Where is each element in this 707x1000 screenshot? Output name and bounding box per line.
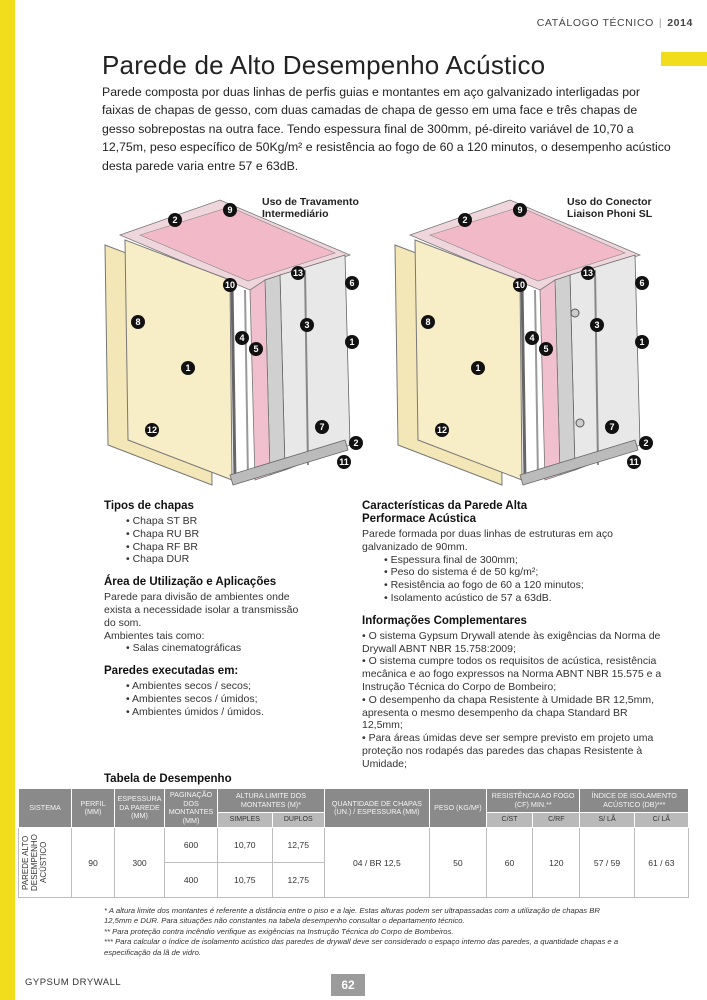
svg-text:8: 8	[425, 317, 431, 327]
th-perfil: PERFIL (MM)	[72, 789, 115, 828]
cell-sistema: PAREDE ALTO DESEMPENHO ACÚSTICO	[19, 828, 72, 898]
list-item: • O sistema Gypsum Drywall atende às exigências da Norma de Drywall ABNT NBR 15.758:2009;	[362, 630, 667, 656]
list-item: • Resistência ao fogo de 60 a 120 minutos;	[384, 579, 667, 592]
list-item: • Chapa RF BR	[126, 541, 309, 554]
callout-5: 5	[253, 344, 259, 354]
svg-text:7: 7	[609, 422, 615, 432]
callout-10: 10	[224, 280, 236, 290]
cell-peso: 50	[429, 828, 486, 898]
list-item: • Ambientes secos / secos;	[126, 680, 309, 693]
note-3: *** Para calcular o índice de isolamento acústico das paredes de drywall deve ser considerado o espaço interno das paredes, a quantidade chapas e a especificação da lã de vidro.	[104, 937, 619, 957]
area-heading: Área de Utilização e Aplicações	[104, 576, 277, 589]
callout-13: 13	[292, 268, 304, 278]
list-item: • Chapa ST BR	[126, 515, 309, 528]
th-peso: PESO (KG/M²)	[429, 789, 486, 828]
list-item: • Chapa RU BR	[126, 528, 309, 541]
th-cla: C/ LÃ	[634, 813, 688, 828]
catalog-year: 2014	[667, 17, 693, 29]
list-item: • Salas cinematográficas	[126, 642, 309, 655]
callout-7: 7	[319, 422, 325, 432]
cell-cst: 60	[486, 828, 532, 898]
list-item: • Espessura final de 300mm;	[384, 554, 667, 567]
cell-quantidade: 04 / BR 12,5	[324, 828, 429, 898]
callout-2: 2	[172, 215, 178, 225]
paredes-heading: Paredes executadas em:	[104, 665, 239, 678]
diagram-title-bracing: Uso de Travamento Intermediário	[262, 196, 359, 220]
header-separator: |	[658, 17, 663, 29]
tipos-list	[104, 515, 309, 566]
cell-sla: 57 / 59	[580, 828, 634, 898]
svg-text:9: 9	[517, 205, 523, 215]
cell-cla: 61 / 63	[634, 828, 688, 898]
cell-crf: 120	[533, 828, 580, 898]
th-simples: SIMPLES	[218, 813, 273, 828]
callout-3: 3	[304, 320, 310, 330]
right-column	[362, 500, 667, 771]
th-duplos: DUPLOS	[272, 813, 324, 828]
area-list	[104, 642, 309, 655]
left-accent-bar	[0, 0, 15, 1000]
caracteristicas-heading: Características da Parede Alta Performace Acústica	[362, 500, 528, 525]
list-item: • Ambientes úmidos / úmidos.	[126, 706, 309, 719]
performance-table	[18, 788, 689, 898]
svg-text:4: 4	[529, 333, 535, 343]
svg-text:1: 1	[475, 363, 481, 373]
area-text-2: Ambientes tais como:	[104, 629, 205, 642]
diagram-title-connector: Uso do Conector Liaison Phoni SL	[567, 196, 653, 220]
list-item: • Isolamento acústico de 57 a 63dB.	[384, 592, 667, 605]
th-altura: ALTURA LIMITE DOS MONTANTES (M)*	[218, 789, 325, 813]
svg-text:12: 12	[436, 425, 448, 435]
callout-1: 1	[185, 363, 191, 373]
wall-diagram-connector	[390, 195, 662, 495]
svg-text:10: 10	[514, 280, 526, 290]
cell-espessura: 300	[115, 828, 165, 898]
info-list	[362, 630, 667, 771]
list-item: • Ambientes secos / úmidos;	[126, 693, 309, 706]
th-paginacao: PAGINAÇÃO DOS MONTANTES (MM)	[165, 789, 218, 828]
page-title: Parede de Alto Desempenho Acústico	[102, 50, 546, 80]
left-column	[104, 500, 309, 719]
note-1: * A altura limite dos montantes é referente a distância entre o piso e a laje. Estas alturas podem ser ultrapassadas com a utilização de chapas BR 12,5mm e DUR. Para situações não constantes na tabela desempenho consultar o departamento técnico.	[104, 906, 600, 926]
svg-text:6: 6	[639, 278, 645, 288]
callout-4: 4	[239, 333, 245, 343]
svg-text:11: 11	[629, 457, 639, 467]
table-title: Tabela de Desempenho	[104, 773, 232, 785]
note-2: ** Para proteção contra incêndio verifique as exigências na Instrução Técnica do Corpo de Bombeiros.	[104, 926, 454, 936]
svg-text:13: 13	[582, 268, 594, 278]
caracteristicas-text: Parede formada por duas linhas de estruturas em aço galvanizado de 90mm.	[362, 528, 613, 553]
list-item: • Chapa DUR	[126, 553, 309, 566]
cell-perfil: 90	[72, 828, 115, 898]
intro-paragraph: Parede composta por duas linhas de perfis guias e montantes em aço galvanizado interligadas por faixas de chapas de gesso, com duas camadas de chapa de gesso em uma face e três chapas de gesso sobrepostas na outra face. Tendo espessura final de 300mm, pé-direito variável de 10,70 a 12,75m, peso específico de 50Kg/m² e resistência ao fogo de 60 a 120 minutos, o desempenho acústico desta parede varia entre 57 e 63dB.	[102, 85, 671, 173]
callout-8: 8	[135, 317, 141, 327]
svg-text:2: 2	[462, 215, 468, 225]
svg-text:2: 2	[643, 438, 649, 448]
list-item: • O sistema cumpre todos os requisitos de acústica, resistência mecânica e ao fogo expressos na Norma ABNT NBR 15.575 e a Instrução Técnica do Corpo de Bombeiro;	[362, 655, 667, 693]
th-sistema: SISTEMA	[19, 789, 72, 828]
svg-text:1: 1	[639, 337, 645, 347]
callout-2b: 2	[353, 438, 359, 448]
area-text: Parede para divisão de ambientes onde exista a necessidade isolar a transmissão do som.	[104, 591, 299, 629]
cell-paginacao: 400	[165, 863, 218, 898]
svg-text:3: 3	[594, 320, 600, 330]
callout-12: 12	[146, 425, 158, 435]
th-sla: S/ LÃ	[580, 813, 634, 828]
caracteristicas-list	[362, 554, 667, 605]
paredes-list	[104, 680, 309, 718]
cell-duplos: 12,75	[272, 828, 324, 863]
svg-text:5: 5	[543, 344, 549, 354]
wall-diagram-bracing	[100, 195, 370, 495]
info-heading: Informações Complementares	[362, 614, 527, 627]
callout-11: 11	[339, 457, 349, 467]
th-quantidade: QUANTIDADE DE CHAPAS (UN.) / ESPESSURA (MM)	[324, 789, 429, 828]
wall-section-illustration	[100, 195, 370, 490]
tipos-heading: Tipos de chapas	[104, 500, 194, 512]
table-notes	[104, 906, 624, 958]
list-item: • O desempenho da chapa Resistente à Umidade BR 12,5mm, apresenta o mesmo desempenho da chapa Standard BR 12,5mm;	[362, 694, 667, 732]
cell-simples: 10,75	[218, 863, 273, 898]
page-header	[537, 17, 693, 29]
table-row	[19, 828, 689, 863]
th-resistencia: RESISTÊNCIA AO FOGO (CF) MIN.**	[486, 789, 580, 813]
th-indice: ÍNDICE DE ISOLAMENTO ACÚSTICO (DB)***	[580, 789, 689, 813]
callout-1b: 1	[349, 337, 355, 347]
cell-simples: 10,70	[218, 828, 273, 863]
callout-6: 6	[349, 278, 355, 288]
cell-paginacao: 600	[165, 828, 218, 863]
th-crf: C/RF	[533, 813, 580, 828]
th-espessura: ESPESSURA DA PAREDE (MM)	[115, 789, 165, 828]
cell-duplos: 12,75	[272, 863, 324, 898]
list-item: • Peso do sistema é de 50 kg/m²;	[384, 566, 667, 579]
list-item: • Para áreas úmidas deve ser sempre previsto em projeto uma proteção nos rodapés das paredes das chapas Resistente à Umidade;	[362, 732, 667, 770]
wall-section-illustration-2	[390, 195, 662, 490]
footer-brand: GYPSUM DRYWALL	[25, 977, 122, 988]
th-cst: C/ST	[486, 813, 532, 828]
catalog-label: CATÁLOGO TÉCNICO	[536, 17, 654, 29]
page-number: 62	[331, 974, 365, 996]
callout-9: 9	[227, 205, 233, 215]
right-accent-tab	[661, 52, 707, 66]
